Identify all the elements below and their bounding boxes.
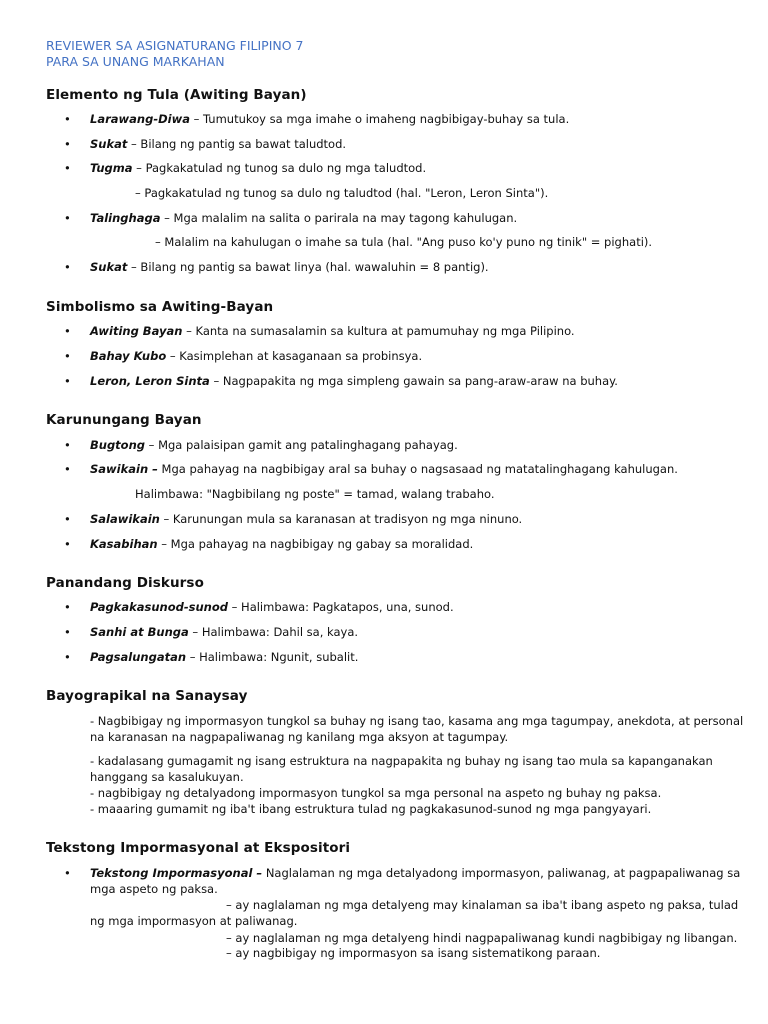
definition: – Kasimplehan at kasaganaan sa probinsya.: [166, 349, 423, 363]
section-title-simbolismo: Simbolismo sa Awiting-Bayan: [46, 299, 274, 315]
term: Tekstong Impormasyonal –: [90, 866, 263, 880]
list-item: [90, 437, 458, 453]
bullet-icon: •: [64, 112, 71, 126]
definition: – Kanta na sumasalamin sa kultura at pamumuhay ng mga Pilipino.: [182, 324, 575, 338]
list-item: [90, 259, 489, 275]
term: Sawikain –: [90, 462, 158, 476]
bullet-icon: •: [64, 866, 71, 880]
paragraph: [90, 753, 720, 817]
definition: Mga pahayag na nagbibigay aral sa buhay o nagsasaad ng matatalinghagang kahulugan.: [157, 462, 678, 476]
paragraph-line: - nagbibigay ng detalyadong impormasyon tungkol sa mga personal na aspeto ng buhay ng paksa.: [90, 786, 662, 800]
section-title-panandang-diskurso: Panandang Diskurso: [46, 575, 204, 591]
bullet-icon: •: [64, 211, 71, 225]
paragraph-line: hanggang sa kasalukuyan.: [90, 770, 244, 784]
term: Salawikain: [90, 512, 160, 526]
list-item: [90, 373, 618, 389]
term: Sukat: [90, 137, 128, 151]
document-header: [46, 38, 304, 69]
list-item: [90, 323, 575, 339]
term: Awiting Bayan: [90, 324, 183, 338]
sub-line: – ay nagbibigay ng impormasyon sa isang sistematikong paraan.: [226, 946, 601, 960]
definition: – Mga malalim na salita o parirala na may tagong kahulugan.: [160, 211, 518, 225]
list-item: [90, 599, 454, 615]
bullet-icon: •: [64, 137, 71, 151]
term: Sukat: [90, 260, 128, 274]
bullet-icon: •: [64, 512, 71, 526]
definition: – Bilang ng pantig sa bawat taludtod.: [127, 137, 347, 151]
term: Leron, Leron Sinta: [90, 374, 210, 388]
bullet-icon: •: [64, 260, 71, 274]
definition: – Nagpapakita ng mga simpleng gawain sa pang-araw-araw na buhay.: [209, 374, 618, 388]
term: Pagkakasunod-sunod: [90, 600, 228, 614]
sub-line: – ay naglalaman ng mga detalyeng hindi nagpapaliwanag kundi nagbibigay ng libangan.: [226, 931, 738, 945]
definition: – Pagkakatulad ng tunog sa dulo ng mga taludtod.: [132, 161, 427, 175]
term: Tugma: [90, 161, 133, 175]
list-item: [90, 210, 517, 226]
definition: – Tumutukoy sa mga imahe o imaheng nagbibigay-buhay sa tula.: [189, 112, 570, 126]
bullet-icon: •: [64, 161, 71, 175]
example-line: Halimbawa: "Nagbibilang ng poste" = tamad, walang trabaho.: [135, 487, 495, 501]
header-line-2: PARA SA UNANG MARKAHAN: [46, 53, 225, 69]
term: Sanhi at Bunga: [90, 625, 189, 639]
term: Talinghaga: [90, 211, 161, 225]
paragraph-line: - maaaring gumamit ng iba't ibang estruktura tulad ng pagkakasunod-sunod ng mga pangyayari.: [90, 802, 652, 816]
bullet-icon: •: [64, 438, 71, 452]
definition: – Mga palaisipan gamit ang patalinghagang pahayag.: [145, 438, 458, 452]
bullet-icon: •: [64, 349, 71, 363]
bullet-icon: •: [64, 462, 71, 476]
term: Pagsalungatan: [90, 650, 187, 664]
paragraph: [90, 713, 744, 745]
list-item: [90, 160, 426, 176]
paragraph-line: - Nagbibigay ng impormasyon tungkol sa buhay ng isang tao, kasama ang mga tagumpay, anekdota, at personal: [90, 714, 744, 728]
term: Kasabihan: [90, 537, 158, 551]
list-item: [90, 111, 569, 127]
list-item: [90, 461, 678, 477]
section-title-elemento: Elemento ng Tula (Awiting Bayan): [46, 87, 307, 103]
term: Bahay Kubo: [90, 349, 167, 363]
bullet-icon: •: [64, 537, 71, 551]
bullet-icon: •: [64, 625, 71, 639]
list-item: [90, 511, 522, 527]
bullet-icon: •: [64, 650, 71, 664]
definition: – Bilang ng pantig sa bawat linya (hal. wawaluhin = 8 pantig).: [127, 260, 489, 274]
list-item-continuation: mga aspeto ng paksa.: [90, 882, 218, 896]
definition: – Halimbawa: Dahil sa, kaya.: [188, 625, 359, 639]
section-title-karunungan: Karunungang Bayan: [46, 412, 202, 428]
list-item: [90, 536, 473, 552]
section-title-tekstong: Tekstong Impormasyonal at Ekspositori: [46, 840, 351, 856]
list-item: [90, 865, 740, 881]
list-item: [90, 624, 358, 640]
definition: – Mga pahayag na nagbibigay ng gabay sa moralidad.: [157, 537, 474, 551]
definition: Naglalaman ng mga detalyadong impormasyon, paliwanag, at pagpapaliwanag sa: [262, 866, 741, 880]
sub-line: – Pagkakatulad ng tunog sa dulo ng taludtod (hal. "Leron, Leron Sinta").: [135, 186, 549, 200]
definition: – Karunungan mula sa karanasan at tradisyon ng mga ninuno.: [159, 512, 523, 526]
bullet-icon: •: [64, 600, 71, 614]
sub-line-continuation: ng mga impormasyon at paliwanag.: [90, 914, 298, 928]
list-item: [90, 136, 346, 152]
term: Bugtong: [90, 438, 146, 452]
term: Larawang-Diwa: [90, 112, 190, 126]
section-title-bayograpikal: Bayograpikal na Sanaysay: [46, 688, 248, 704]
definition: – Halimbawa: Ngunit, subalit.: [186, 650, 359, 664]
paragraph-line: - kadalasang gumagamit ng isang estruktura na nagpapakita ng buhay ng isang tao mula sa kapanganakan: [90, 754, 713, 768]
header-line-1: REVIEWER SA ASIGNATURANG FILIPINO 7: [46, 38, 304, 53]
bullet-icon: •: [64, 324, 71, 338]
list-item: [90, 348, 422, 364]
definition: – Halimbawa: Pagkatapos, una, sunod.: [227, 600, 454, 614]
list-item: [90, 649, 358, 665]
bullet-icon: •: [64, 374, 71, 388]
sub-line: – Malalim na kahulugan o imahe sa tula (hal. "Ang puso ko'y puno ng tinik" = pighati).: [155, 235, 653, 249]
sub-line: – ay naglalaman ng mga detalyeng may kinalaman sa iba't ibang aspeto ng paksa, tulad: [226, 898, 739, 912]
paragraph-line: na karanasan na nagpapaliwanag ng kanilang mga aksyon at tagumpay.: [90, 730, 509, 744]
